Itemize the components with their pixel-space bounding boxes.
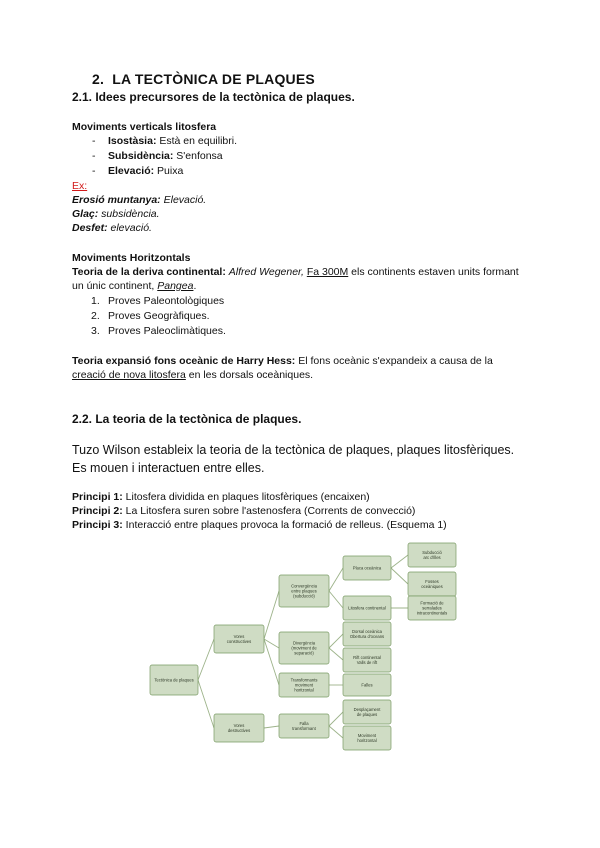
concept-label: Moviment [357,732,377,738]
concept-label: Placa oceànica [352,565,382,571]
list-item: 2. Proves Geogràfiques. [91,310,210,322]
heading-number: 2. [92,71,105,87]
concept-label: Obertura d'oceans [349,634,385,640]
connector-line [329,726,343,738]
concept-label: Transformants [290,677,318,683]
connector-line [329,712,343,726]
concept-label: Fosses [425,578,439,584]
concept-label: arc d'illes [423,555,441,561]
concept-label: destructives [227,728,251,734]
connector-line [329,634,343,648]
concept-label: Formació de [420,600,444,606]
connector-line [264,591,279,639]
heading-title: LA TECTÒNICA DE PLAQUES [112,71,315,87]
principle-line: Principi 3: Interacció entre plaques provoca la formació de relleus. (Esquema 1) [72,519,447,531]
concept-label: Litosfera continental [348,605,386,611]
connector-line [329,648,343,660]
concept-label: oceàniques [421,584,443,590]
connector-line [329,568,343,591]
concept-label: Vores [233,633,245,639]
concept-label: Subducció [422,549,442,555]
section-1-title: 2.1. Idees precursores de la tectònica de plaques. [72,90,355,104]
concept-label: Convergència [291,583,317,589]
drift-theory-paragraph: Teoria de la deriva continental: Alfred Wegener, Fa 300M els continents estaven units formant un únic continent, Pangea. [72,266,519,292]
concept-label: de plaques [356,712,378,718]
concept-label: Dorsal oceànica [351,628,383,634]
concept-label: transformant [292,726,316,732]
list-item: - Subsidència: S'enfonsa [72,149,237,164]
list-item: - Elevació: Puixa [72,164,237,179]
connector-line [391,555,408,568]
concept-label: (subducció) [293,593,315,599]
concept-label: moviment [294,682,314,688]
example-line: Glaç: subsidència. [72,208,160,220]
concept-label: Rift continental [353,654,381,660]
concept-label: serralades [422,605,442,611]
concept-label: horitzontal [357,738,377,744]
example-label: Ex: [72,180,88,192]
principle-line: Principi 2: La Litosfera suren sobre l'astenosfera (Corrents de convecció) [72,505,416,517]
concept-label: Desplaçament [353,706,381,712]
list-item: - Isostàsia: Està en equilibri. [72,134,237,149]
concept-label: Falla [299,720,309,726]
concept-label: Vores [233,722,245,728]
concept-label: (moviment de [291,645,317,651]
concept-label: Valls de rift [356,660,378,666]
principle-line: Principi 1: Litosfera dividida en plaques litosfèriques (encaixen) [72,491,370,503]
hess-theory-paragraph: Teoria expansió fons oceànic de Harry Hess: El fons oceànic s'expandeix a causa de la creació de nova litosfera en les dorsals oceàniques. [72,355,493,381]
concept-label: Tectònica de plaques [154,677,194,683]
concept-label: entre plaques [291,588,317,594]
concept-label: constructives [226,639,252,645]
example-line: Erosió muntanya: Elevació. [72,194,207,206]
vertical-movements-title: Moviments verticals litosfera [72,121,217,133]
section-2-title: 2.2. La teoria de la tectònica de plaques. [72,412,302,426]
connector-line [329,591,343,608]
connector-line [198,680,214,728]
list-item: 3. Proves Paleoclimàtiques. [91,325,226,337]
concept-label: Falles [361,682,373,688]
example-line: Desfet: elevació. [72,222,152,234]
horizontal-movements-title: Moviments Horitzontals [72,252,191,264]
connector-line [264,726,279,728]
connector-line [198,639,214,680]
concept-label: horitzontal [294,687,314,693]
connector-line [264,639,279,685]
list-item: 1. Proves Paleontològiques [91,295,225,307]
concept-label: Divergència [292,640,316,646]
connector-line [391,568,408,584]
concept-label: separació) [294,650,314,656]
wilson-intro: Tuzo Wilson estableix la teoria de la tectònica de plaques, plaques litosfèriques. Es mouen i interactuen entre elles. [72,443,515,475]
concept-label: intracontinentals [416,610,448,616]
